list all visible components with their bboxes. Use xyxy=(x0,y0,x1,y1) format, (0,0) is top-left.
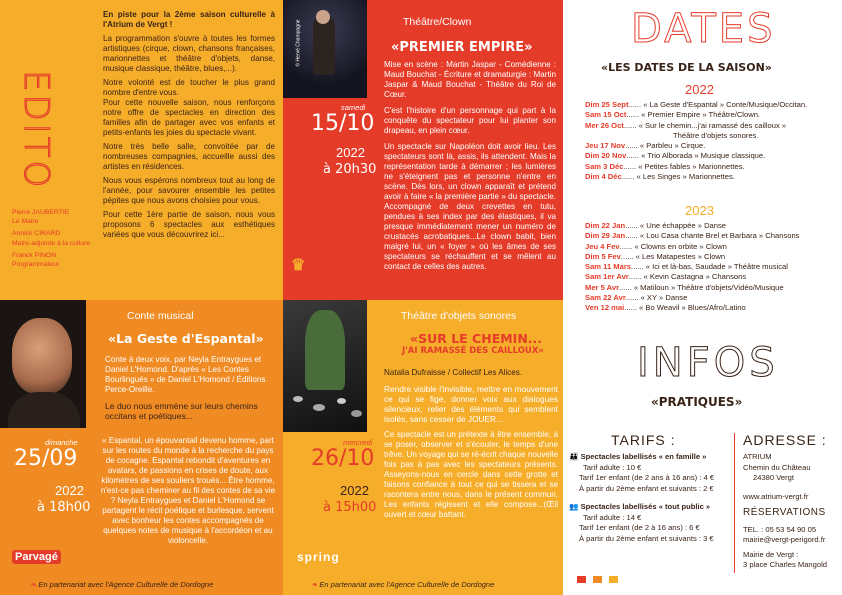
edito-paragraph: Nous vous espérons nombreux tout au long de l'année, pour savourer ensemble les petites pépites que nous avons choisies pour vous. xyxy=(103,176,275,205)
show3-year: 2022 xyxy=(340,483,369,498)
show3-panel xyxy=(283,300,563,595)
date-row: Dim 5 Fev...... « Les Matapestes » Clown xyxy=(585,251,726,261)
public-heading: Spectacles labellisés « tout public » xyxy=(580,502,711,511)
show1-paragraph: Un spectacle sur Napoléon doit avoir lieu. Les spectateurs sont là, assis, ils attendent. Mais la représentation tarde à démarrer ; les lumières ne s'éteignent pas et personne n'entre en scène. Dès lors, un clown apparaît et prétend avoir à faire « la première partie » du spectacle. Accompagné de deux crevettes en tutu, pendues à ses index par des élastiques, il va presque immédiatement mener un numéro de crustacés acrobatiques...Le clown babit, bien malgré lui, un « foyer » où les âmes de ses spectateurs se réchauffent et se mêlent au contact de celles des autres. xyxy=(384,142,556,271)
reservations-heading: RÉSERVATIONS xyxy=(743,507,826,518)
infos-title: INFOS xyxy=(637,340,779,386)
leaf-icon: ❧ xyxy=(311,580,318,589)
date-row: Mer 26 Oct...... « Sur le chemin...j'ai ramassé des cailloux » xyxy=(585,120,787,130)
website-link[interactable]: www.atrium-vergt.fr xyxy=(743,491,809,501)
tarif-line: À partir du 2ème enfant et suivants : 3 € xyxy=(579,533,714,543)
date-row: Mer 5 Avr...... « Matiloun » Théâtre d'objets/Vidéo/Musique xyxy=(585,282,784,292)
edito-signatures xyxy=(12,208,112,269)
photo-credit: © Hervé Champagne xyxy=(295,19,302,67)
edito-paragraph: La programmation s'ouvre à toutes les formes artistiques (cirque, clown, chansons françaises, marionnettes et théâtre d'objets, danse, musique classique, théâtre, blues,...). xyxy=(103,34,275,73)
show2-lead: Le duo nous emmène sur leurs chemins occitans et poétiques... xyxy=(105,401,258,421)
show3-category: Théâtre d'objets sonores xyxy=(401,310,517,322)
show1-date: 15/10 xyxy=(311,111,375,136)
edito-paragraph: Notre très belle salle, convoitée par de nombreuses compagnies, accueille aussi des artistes en résidences. xyxy=(103,142,275,171)
date-row: Sam 11 Mars...... « Ici et là-bas, Saudade » Théâtre musical xyxy=(585,262,788,272)
show2-date: 25/09 xyxy=(14,446,78,471)
date-row: Dim 22 Jan...... « Une échappée » Danse xyxy=(585,221,727,230)
show2-time: à 18h00 xyxy=(37,500,91,515)
show3-time: à 15h00 xyxy=(323,500,377,515)
show2-paragraph: « Espantal, un épouvantail devenu homme, part sur les routes du monde à la recherche du pays de cocagne. Espantal rebondit d'aventures en avatars, de passions en crises de doute, aux kilomètres de ses souliers troués... Être homme, n'est-ce pas cheminer au fil des contes de sa vie ? Neyla Entraygues et Daniel L'Homond se partagent le récit poétique et burlesque, servent avec bonheur les contes accompagnés de quelques notes de musique à l'accordéon et au violoncelle. xyxy=(100,436,276,545)
signature-role: Le Maire xyxy=(12,218,39,226)
show1-body xyxy=(384,60,556,272)
show1-year: 2022 xyxy=(336,145,365,160)
year-2022: 2022 xyxy=(685,82,714,97)
info-divider xyxy=(734,433,735,573)
edito-intro: En piste pour la 2ème saison culturelle à l'Atrium de Vergt ! xyxy=(103,10,275,29)
show1-title: «PREMIER EMPIRE» xyxy=(391,40,533,55)
contact-line: 3 place Charles Mangold xyxy=(743,560,828,569)
dates-panel xyxy=(563,0,842,595)
people-icon: 👥 xyxy=(569,502,579,511)
date-row: Dim 25 Sept...... « La Geste d'Espantal » Conte/Musique/Occitan. xyxy=(585,100,808,109)
date-row: Sam 15 Oct...... « Premier Empire » Théâtre/Clown. xyxy=(585,110,761,120)
tarif-line: Tarif adulte : 14 € xyxy=(583,512,642,522)
edito-paragraph: Pour cette 1ère partie de saison, nous vous proposons 6 spectacles aux esthétiques variées que vous découvrirez ici... xyxy=(103,210,275,239)
date-row: Jeu 4 Fev...... « Clowns en orbite » Clown xyxy=(585,241,727,251)
edito-panel xyxy=(0,0,283,300)
year-2023: 2023 xyxy=(685,203,714,218)
show1-logo: ♛ xyxy=(291,257,306,274)
dates-title: DATES xyxy=(631,6,776,52)
dates-list-2022 xyxy=(585,100,807,182)
tarif-line: À partir du 2ème enfant et suivants : 2 € xyxy=(579,483,714,493)
date-row: Sam 22 Avr...... « XY » Danse xyxy=(585,293,688,303)
leaf-icon: ❧ xyxy=(30,580,37,589)
tarif-line: Tarif adulte : 10 € xyxy=(583,462,642,472)
family-icon: 👪 xyxy=(569,452,579,461)
date-row: Théâtre d'objets sonores. xyxy=(673,130,759,140)
show2-intro xyxy=(105,355,275,421)
signature-name: Franck PINON xyxy=(12,251,57,259)
show3-partner xyxy=(311,580,494,589)
show2-panel xyxy=(0,300,283,595)
show1-paragraph: C'est l'histoire d'un personnage qui part à la conquête du spectateur pour lui planter son drapeau, en plein cœur. xyxy=(384,106,556,135)
tarif-line: Tarif 1er enfant (de 2 ans à 16 ans) : 4 € xyxy=(579,473,715,482)
show3-credits: Natalia Dufraisse / Collectif Les Alices. xyxy=(384,368,523,377)
show2-logo: Parvagé xyxy=(12,550,61,564)
show1-time: à 20h30 xyxy=(323,162,377,177)
signature-role: Maire-adjointe à la culture xyxy=(12,239,91,247)
show1-credits: Mise en scène : Martin Jaspar - Comédienne : Maud Bouchat - Écriture et dramaturgie : Martin Jaspar & Maud Bouchat - Théâtre du Roi de Cœur. xyxy=(384,60,556,99)
show1-category: Théâtre/Clown xyxy=(403,16,472,28)
contact-line: Mairie de Vergt : xyxy=(743,549,799,559)
show2-category: Conte musical xyxy=(127,310,194,322)
date-row: Ven 12 mai...... « Bo Weavil » Blues/Afro/Latino xyxy=(585,303,746,313)
signature-name: Annick CIRARD xyxy=(12,230,61,238)
infos-subtitle: «PRATIQUES» xyxy=(651,395,743,409)
show3-logo: spring xyxy=(297,550,340,564)
show2-credits: Conte à deux voix, par Neyla Entraygues et Daniel L'Homond. D'après « Les Contes Bourlingués » de Daniel L'Homond / Éditions Perce-Oreille. xyxy=(105,355,266,394)
show2-day: dimanche xyxy=(45,438,78,447)
date-row: Sam 1er Avr...... « Kevin Castagna » Chansons xyxy=(585,272,747,282)
show2-year: 2022 xyxy=(55,483,84,498)
edito-body xyxy=(103,10,275,240)
address-block xyxy=(743,452,838,571)
show3-paragraph: Ce spectacle est un prétexte à être ensemble, à se poser, observer et s'écouter, le temps d'une trêve. Un voyage qui se ré-écrit chaque nouvelle fois pas à pas avec les spectateurs présents. Asseyons-nous en cercle dans cette grotte et faisons confiance à tout ce qui se tissera et se racontera entre nous, dans le présent commun. Les enfants régissent et elle compose...(Œil ouvert et cœur battant. xyxy=(384,430,558,519)
show3-photo xyxy=(283,300,367,432)
show3-paragraph: Rendre visible l'invisible, mettre en mouvement ce qui se fige, donner voix aux dialogues silencieux, relier des éléments qui semblent isolés, sans cesser de JOUER... xyxy=(384,384,558,424)
contact-line: TEL. : 05 53 54 90 05 xyxy=(743,524,817,534)
show3-body xyxy=(384,368,558,520)
show1-day: samedi xyxy=(341,103,366,112)
date-row: Sam 3 Déc...... « Petites fables » Marionnettes. xyxy=(585,161,745,171)
family-heading: Spectacles labellisés « en famille » xyxy=(580,452,707,461)
email-link[interactable]: mairie@vergt-perigord.fr xyxy=(743,535,826,544)
color-squares xyxy=(577,576,618,583)
dates-subtitle: «LES DATES DE LA SAISON» xyxy=(601,61,772,74)
show3-title: «SUR LE CHEMIN... xyxy=(410,331,543,346)
address-line: 24380 Vergt xyxy=(753,473,794,482)
tarifs-block xyxy=(569,452,739,544)
show3-subtitle: J'AI RAMASSÉ DES CAILLOUX» xyxy=(402,346,544,356)
signature-name: Pierre JAUBERTIE xyxy=(12,209,70,216)
date-row: Dim 20 Nov...... « Trio Alborada » Musique classique. xyxy=(585,151,766,161)
show3-date: 26/10 xyxy=(311,446,375,471)
address-line: Chemin du Château xyxy=(743,462,811,472)
show2-photo xyxy=(0,300,86,428)
address-line: ATRIUM xyxy=(743,452,772,461)
show2-partner xyxy=(30,580,213,589)
signature-role: Programmateur xyxy=(12,261,60,269)
partner-text: En partenariat avec l'Agence Culturelle de Dordogne xyxy=(319,580,495,589)
dates-list-2023 xyxy=(585,221,799,314)
tarifs-heading: TARIFS : xyxy=(611,432,676,448)
date-row: Dim 4 Déc...... « Les Singes » Marionnettes. xyxy=(585,172,735,182)
address-heading: ADRESSE : xyxy=(743,432,827,448)
edito-paragraph: Pour cette nouvelle saison, nous renforçons notre offre de spectacles en direction des familles afin de partager avec vos enfants et petits-enfants les joies du spectacle vivant. xyxy=(103,98,275,137)
show2-body xyxy=(100,436,276,546)
date-row: Jeu 17 Nov...... « Parbleu » Cirque. xyxy=(585,141,706,151)
show1-panel xyxy=(283,0,563,300)
show2-title: «La Geste d'Espantal» xyxy=(108,331,264,346)
edito-title: EDITO xyxy=(16,70,56,191)
edito-paragraph: Notre volonté est de toucher le plus grand nombre d'entre vous. xyxy=(103,78,275,97)
date-row: Dim 29 Jan...... « Lou Casa chante Brel et Barbara » Chansons xyxy=(585,231,800,241)
partner-text: En partenariat avec l'Agence Culturelle de Dordogne xyxy=(38,580,214,589)
tarif-line: Tarif 1er enfant (de 2 à 16 ans) : 6 € xyxy=(579,523,700,532)
show3-day: mercredi xyxy=(343,438,373,447)
